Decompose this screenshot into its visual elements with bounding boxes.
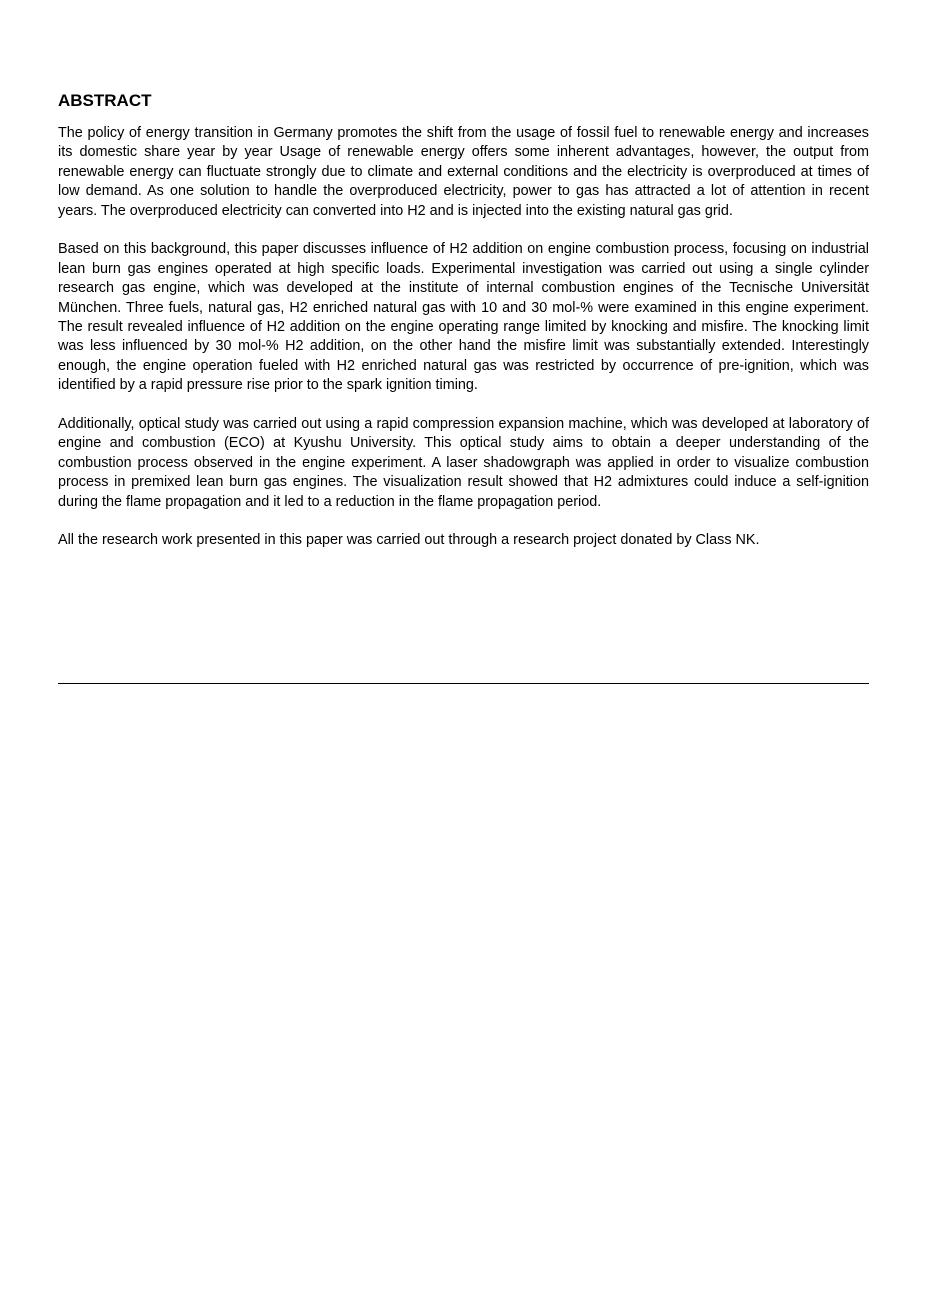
- abstract-paragraph-2: Based on this background, this paper discusses influence of H2 addition on engine combustion process, focusing on industrial lean burn gas engines operated at high specific loads. Experimental investigation was carried out using a single cylinder research gas engine, which was developed at the institute of internal combustion engines of the Tecnische Universität München. Three fuels, natural gas, H2 enriched natural gas with 10 and 30 mol-% were examined in this engine experiment. The result revealed influence of H2 addition on the engine operating range limited by knocking and misfire. The knocking limit was less influenced by 30 mol-% H2 addition, on the other hand the misfire limit was substantially extended. Interestingly enough, the engine operation fueled with H2 enriched natural gas was restricted by occurrence of pre-ignition, which was identified by a rapid pressure rise prior to the spark ignition timing.: [58, 241, 869, 394]
- section-divider: [58, 683, 869, 684]
- abstract-paragraph-4: All the research work presented in this paper was carried out through a research project donated by Class NK.: [58, 532, 760, 549]
- abstract-section: [58, 90, 869, 570]
- abstract-heading: ABSTRACT: [58, 91, 152, 110]
- abstract-paragraph-3: Additionally, optical study was carried out using a rapid compression expansion machine, which was developed at laboratory of engine and combustion (ECO) at Kyushu University. This optical study aims to obtain a deeper understanding of the combustion process observed in the engine experiment. A laser shadowgraph was applied in order to visualize combustion process in premixed lean burn gas engines. The visualization result showed that H2 admixtures could induce a self-ignition during the flame propagation and it led to a reduction in the flame propagation period.: [58, 416, 869, 510]
- abstract-paragraph-1: The policy of energy transition in Germany promotes the shift from the usage of fossil fuel to renewable energy and increases its domestic share year by year Usage of renewable energy offers some inherent advantages, however, the output from renewable energy can fluctuate strongly due to climate and external conditions and the electricity is overproduced at times of low demand. As one solution to handle the overproduced electricity, power to gas has attracted a lot of attention in recent years. The overproduced electricity can converted into H2 and is injected into the existing natural gas grid.: [58, 125, 869, 219]
